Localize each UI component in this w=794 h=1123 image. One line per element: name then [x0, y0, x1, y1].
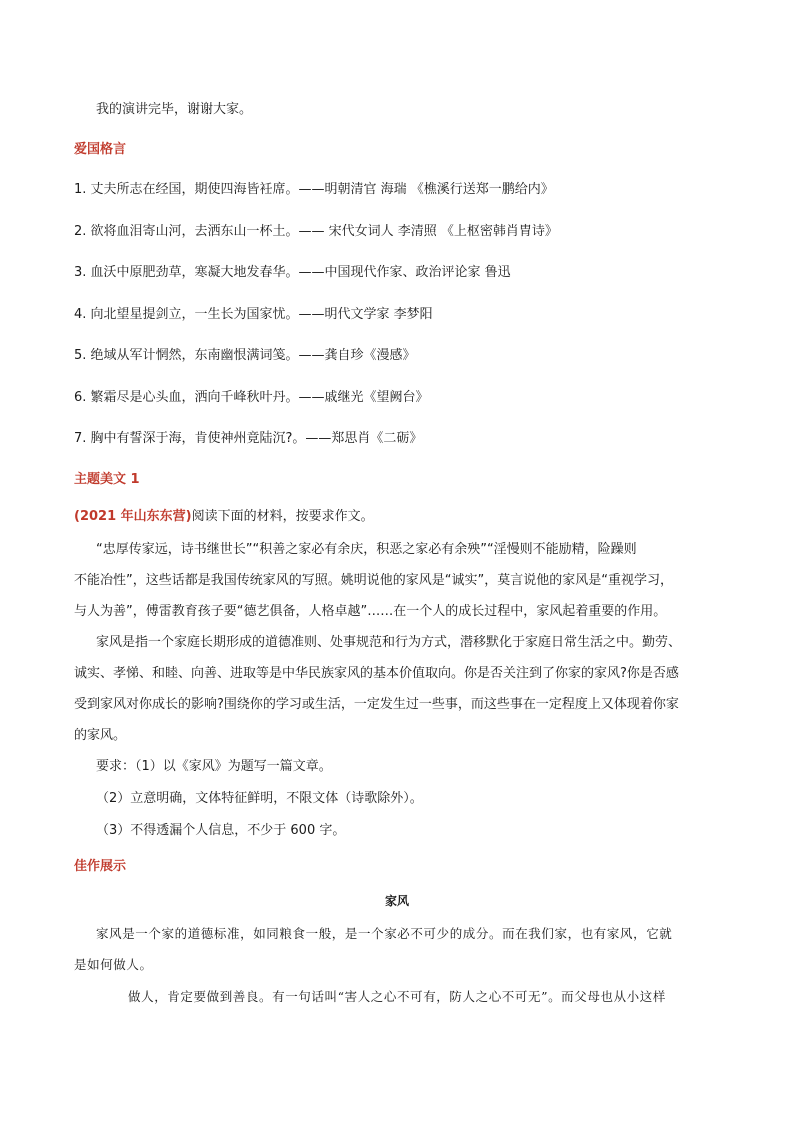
motto-item: 2. 欲将血泪寄山河，去洒东山一杯土。—— 宋代女词人 李清照 《上枢密韩肖胄诗》: [74, 224, 558, 239]
essay-line: 是如何做人。: [74, 957, 153, 972]
prompt-paragraph-line: 诚实、孝悌、和睦、向善、进取等是中华民族家风的基本价值取向。你是否关注到了你家的家风?你是否感: [74, 666, 679, 681]
prompt-paragraph-line: 不能冶性”，这些话都是我国传统家风的写照。姚明说他的家风是“诚实”，莫言说他的家风是“重视学习，: [74, 573, 673, 588]
prompt-paragraph-line: 受到家风对你成长的影响?围绕你的学习或生活，一定发生过一些事，而这些事在一定程度上又体现着你家: [74, 697, 679, 712]
motto-heading: 爱国格言: [74, 142, 127, 157]
prompt-intro-text: 阅读下面的材料，按要求作文。: [191, 509, 374, 524]
prompt-intro: [74, 508, 374, 526]
requirement-line: 要求：（1）以《家风》为题写一篇文章。: [96, 759, 332, 774]
motto-item: 5. 绝域从军计惘然，东南幽恨满词笺。——龚自珍《漫感》: [74, 348, 416, 363]
motto-item: 4. 向北望星提剑立，一生长为国家忧。——明代文学家 李梦阳: [74, 307, 433, 322]
essay-title: 家风: [384, 894, 409, 908]
essay-line: 做人，肯定要做到善良。有一句话叫“害人之心不可有，防人之心不可无”。而父母也从小这样: [128, 989, 666, 1004]
motto-item: 3. 血沃中原肥劲草，寒凝大地发春华。——中国现代作家、政治评论家 鲁迅: [74, 265, 511, 280]
prompt-paragraph-line: 家风是指一个家庭长期形成的道德准则、处事规范和行为方式，潜移默化于家庭日常生活之中。勤劳、: [96, 635, 682, 650]
essay-line: 家风是一个家的道德标准，如同粮食一般，是一个家必不可少的成分。而在我们家，也有家风，它就: [96, 926, 673, 941]
prompt-paragraph-line: 的家风。: [74, 728, 127, 743]
requirement-line: （2）立意明确，文体特征鲜明，不限文体（诗歌除外）。: [96, 791, 423, 806]
requirement-line: （3）不得透漏个人信息，不少于 600 字。: [96, 823, 346, 838]
exam-source: (2021 年山东东营): [74, 509, 192, 524]
motto-item: 7. 胸中有誓深于海，肯使神州竟陆沉?。——郑思肖《二砺》: [74, 431, 423, 446]
motto-item: 6. 繁霜尽是心头血，洒向千峰秋叶丹。——戚继光《望阙台》: [74, 390, 429, 405]
closing-line: 我的演讲完毕，谢谢大家。: [96, 102, 253, 117]
prompt-paragraph-line: 与人为善”，傅雷教育孩子要“德艺俱备，人格卓越”……在一个人的成长过程中，家风起着重要的作用。: [74, 604, 667, 619]
showcase-heading: 佳作展示: [74, 859, 127, 874]
theme-heading: 主题美文 1: [74, 472, 140, 487]
prompt-paragraph-line: “忠厚传家远，诗书继世长”“积善之家必有余庆，积恶之家必有余殃”“淫慢则不能励精，险躁则: [96, 542, 637, 557]
motto-item: 1. 丈夫所志在经国，期使四海皆衽席。——明朝清官 海瑞 《樵溪行送郑一鹏给内》: [74, 182, 554, 197]
